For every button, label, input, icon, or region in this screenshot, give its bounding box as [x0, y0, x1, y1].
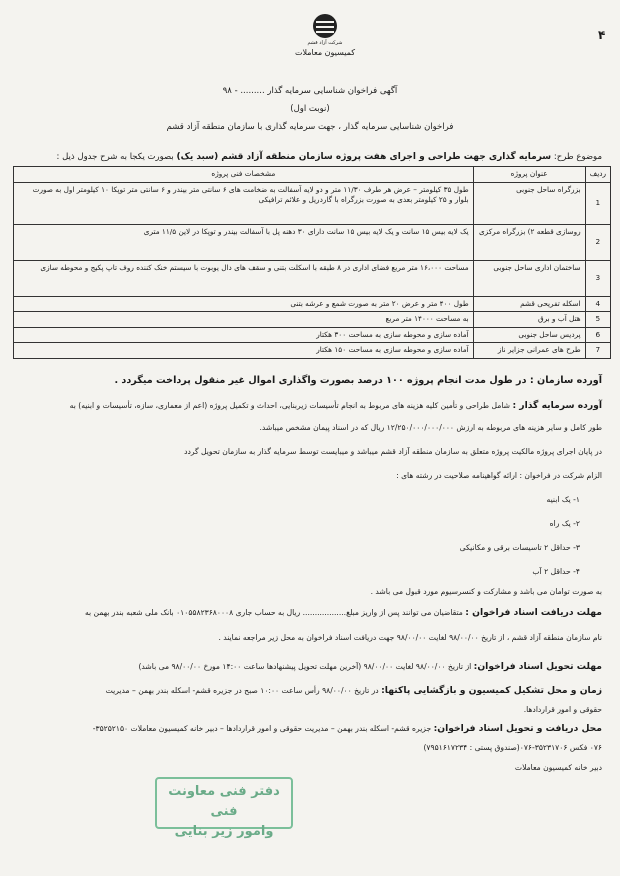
- project-title: طرح های عمرانی جزایر ناز: [473, 343, 585, 359]
- list-item: ۲- یک راه: [549, 519, 580, 528]
- project-spec: یک لایه بیس ۱۵ سانت و یک لایه بیس ۱۵ سانت دارای ۳۰ دهنه پل با آسفالت بیندر و توپکا در لاین ۱۱/۵ متری: [14, 224, 474, 260]
- commission-session-cont: حقوقی و امور قراردادها.: [523, 705, 602, 714]
- table-row: [14, 343, 611, 359]
- doc-location-label: محل دریافت و تحویل اسناد فراخوان:: [433, 723, 602, 734]
- project-title: اسکله تفریحی قشم: [473, 296, 585, 312]
- doc-location: [2, 722, 602, 736]
- header-project-title: عنوان پروژه: [473, 167, 585, 183]
- header-tech-spec: مشخصات فنی پروژه: [14, 167, 474, 183]
- organization-subname: شرکت آزاد قشم: [307, 40, 343, 46]
- project-spec: آماده سازی و محوطه سازی به مساحت ۱۵۰ هکتار: [14, 343, 474, 359]
- subject-bold: سرمایه گذاری جهت طراحی و اجرای هفت پروژه سازمان منطقه آزاد قشم (سبد یک): [176, 152, 552, 162]
- table-row: [14, 327, 611, 343]
- investor-contribution: [12, 399, 602, 413]
- doc-submission-deadline: [2, 660, 602, 674]
- doc-receipt-text: متقاضیان می توانند پس از واریز مبلغ.................. ریال به حساب جاری ۰۱۰۵۵۸۲۳۶۸۰۰۰۸ بانک ملی شعبه بندر بهمن به: [84, 608, 463, 617]
- organization-contribution: آورده سازمان : در طول مدت انجام پروژه ۱۰۰ درصد بصورت واگذاری اموال غیر منقول پرداخت میگردد .: [114, 375, 602, 386]
- project-spec: به مساحت ۱۴۰۰۰ متر مربع: [14, 312, 474, 328]
- header-row-no: ردیف: [585, 167, 610, 183]
- page-number: ۴: [598, 28, 606, 42]
- list-item: ۴- حداقل ۲ آب: [532, 567, 580, 576]
- table-row: [14, 260, 611, 296]
- signature-line: دبیر خانه کمیسیون معاملات: [514, 763, 602, 772]
- doc-receipt-cont: نام سازمان منطقه آزاد قشم ، از تاریخ ۹۸/۰۰/۰۰ لغایت ۹۸/۰۰/۰۰ جهت دریافت اسناد فراخوان به محل زیر مراجعه نمایند .: [218, 633, 602, 642]
- list-item: ۳- حداقل ۲ تاسیسات برقی و مکانیکی: [459, 543, 580, 552]
- table-header-row: [14, 167, 611, 183]
- commission-session: [2, 684, 602, 698]
- doc-receipt-deadline: [2, 606, 602, 620]
- commission-session-label: زمان و محل تشکیل کمیسیون و بازگشایی پاکتها:: [381, 685, 602, 696]
- ownership-note: در پایان اجرای پروژه مالکیت پروژه متعلق به سازمان منطقه آزاد قشم میباشد و میبایست توسط سرمایه گذار به سازمان تحویل گردد: [184, 447, 602, 456]
- project-spec: مساحت ۱۶،۰۰۰ متر مربع فضای اداری در ۸ طبقه با اسکلت بتنی و سقف های دال یوبوت با سیستم خنک کننده روف تاپ پکیج و محوطه سازی: [14, 260, 474, 296]
- project-title: هتل آب و برق: [473, 312, 585, 328]
- doc-location-cont: ۰۷۶ فکس ۳۵۲۳۱۷۰۶-۰۷۶(صندوق پستی : ۷۹۵۱۶۱۷۲۳۴): [423, 743, 602, 752]
- table-row: [14, 224, 611, 260]
- row-number: 6: [585, 327, 610, 343]
- row-number: 4: [585, 296, 610, 312]
- notice-title: آگهی فراخوان شناسایی سرمایه گذار ......... - ۹۸: [222, 86, 398, 96]
- list-item: ۱- یک ابنیه: [546, 495, 580, 504]
- office-stamp: [155, 777, 293, 840]
- table-row: [14, 182, 611, 224]
- row-number: 3: [585, 260, 610, 296]
- table-row: [14, 296, 611, 312]
- subject-prefix: موضوع طرح:: [553, 152, 602, 162]
- organization-name: کمیسیون معاملات: [294, 48, 356, 57]
- project-spec: طول ۴۰۰ متر و عرض ۲۰ متر به صورت شمع و عرشه بتنی: [14, 296, 474, 312]
- doc-location-text: جزیره قشم- اسکله بندر بهمن – مدیریت حقوقی و امور قراردادها – دبیر خانه کمیسیون معاملات ۳۵۲۵۲۱۵۰-: [92, 724, 432, 733]
- stamp-line-2: وامور زیر بنایی: [174, 824, 274, 840]
- project-title: روسازی قطعه ۲) بزرگراه مرکزی: [473, 224, 585, 260]
- notice-round: (نوبت اول): [290, 104, 330, 114]
- investor-contribution-text: شامل طراحی و تأمین کلیه هزینه های مربوط به انجام تأسیسات زیربنایی، احداث و تکمیل پروژه (اعم از معماری، سازه، تأسیسات و ابنیه) به: [69, 401, 511, 410]
- subject-line: [12, 152, 602, 162]
- project-spec: طول ۳۵ کیلومتر – عرض هر طرف ۱۱/۳۰ متر و دو لایه آسفالت به ضخامت های ۶ سانتی متر بیندر و ۶ سانتی متر توپکا ۱۰ کیلومتر اول به صورت بلوار و ۲۵ کیلومتر بعدی به صورت بزرگراه با گاردریل و علائم ترافیکی: [14, 182, 474, 224]
- commission-session-text: در تاریخ ۹۸/۰۰/۰۰ رأس ساعت ۱۰:۰۰ صبح در جزیره قشم- اسکله بندر بهمن – مدیریت: [105, 686, 379, 695]
- row-number: 2: [585, 224, 610, 260]
- project-title: بزرگراه ساحل جنوبی: [473, 182, 585, 224]
- row-number: 7: [585, 343, 610, 359]
- project-title: ساختمان اداری ساحل جنوبی: [473, 260, 585, 296]
- doc-submission-text: از تاریخ ۹۸/۰۰/۰۰ لغایت ۹۸/۰۰/۰۰ (آخرین مهلت تحویل پیشنهادها ساعت ۱۴:۰۰ مورخ ۹۸/۰۰/۰۰ می باشد): [138, 662, 472, 671]
- stamp-line-1: دفتر فنی معاونت فنی: [168, 784, 280, 820]
- project-spec: آماده سازی و محوطه سازی به مساحت ۳۰۰ هکتار: [14, 327, 474, 343]
- doc-submission-label: مهلت تحویل اسناد فراخوان:: [473, 661, 602, 672]
- investor-contribution-cont: طور کامل و سایر هزینه های مربوطه به ارزش ۱۲/۲۵۰/۰۰۰/۰۰۰/۰۰۰ ریال که در اسناد پیمان مشخص میباشد.: [259, 423, 602, 432]
- doc-receipt-label: مهلت دریافت اسناد فراخوان :: [465, 607, 602, 618]
- organization-logo-icon: [313, 14, 337, 38]
- subject-suffix: بصورت یکجا به شرح جدول ذیل :: [56, 152, 174, 162]
- investor-contribution-label: آورده سرمایه گذار :: [512, 400, 602, 411]
- row-number: 5: [585, 312, 610, 328]
- table-row: [14, 312, 611, 328]
- projects-table: [13, 166, 611, 359]
- requirement-intro: الزام شرکت در فراخوان : ارائه گواهینامه صلاحیت در رشته های :: [396, 471, 602, 480]
- notice-subtitle: فراخوان شناسایی سرمایه گذار ، جهت سرمایه گذاری با سازمان منطقه آزاد قشم: [166, 122, 454, 132]
- project-title: پردیس ساحل جنوبی: [473, 327, 585, 343]
- consortium-note: به صورت توامان می باشد و مشارکت و کنسرسیوم مورد قبول می باشد .: [370, 587, 602, 596]
- row-number: 1: [585, 182, 610, 224]
